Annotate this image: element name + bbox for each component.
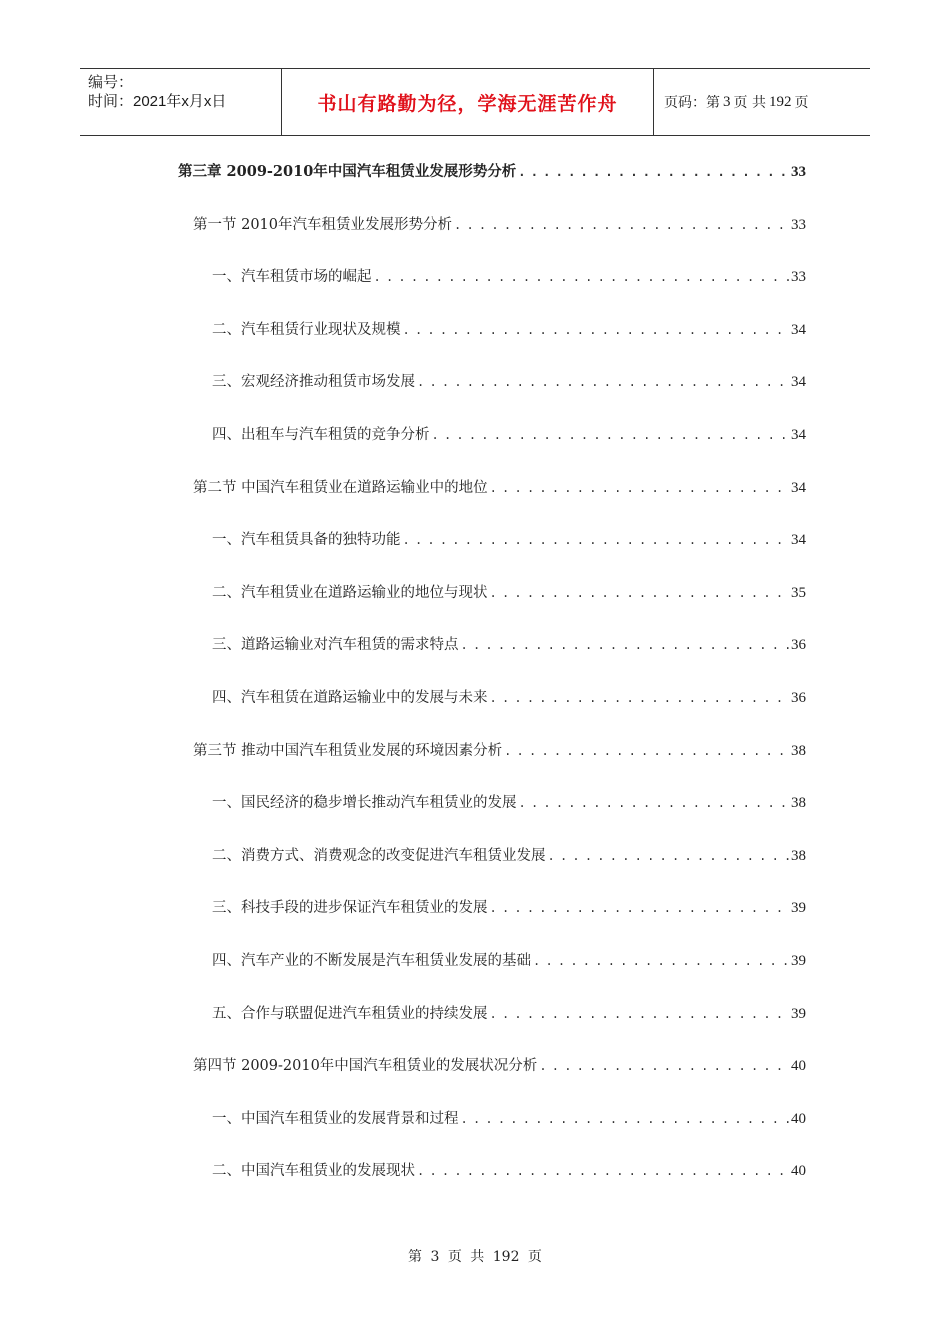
- toc-entry-title: 三、道路运输业对汽车租赁的需求特点: [212, 637, 459, 654]
- document-number-label: 编号：: [88, 74, 134, 91]
- toc-dot-leader: [374, 267, 790, 287]
- toc-dot-leader: [403, 530, 790, 550]
- toc-entry-page-number: 34: [791, 374, 806, 391]
- toc-entry-item[interactable]: [212, 793, 806, 813]
- toc-dot-leader: [490, 1004, 790, 1024]
- toc-entry-chapter[interactable]: [178, 162, 806, 182]
- toc-entry-title: 一、中国汽车租赁业的发展背景和过程: [212, 1110, 459, 1127]
- page-header: [80, 68, 870, 136]
- toc-entry-page-number: 34: [791, 427, 806, 443]
- toc-entry-page-number: 40: [791, 1163, 806, 1180]
- toc-dot-leader: [490, 688, 790, 708]
- toc-entry-page-number: 40: [791, 1058, 806, 1075]
- document-date: 时间：2021年x月x日: [88, 93, 227, 110]
- header-motto: 书山有路勤为径，学海无涯苦作舟: [282, 69, 654, 135]
- toc-dot-leader: [518, 162, 789, 182]
- toc-entry-title: 一、国民经济的稳步增长推动汽车租赁业的发展: [212, 795, 517, 812]
- toc-entry-section[interactable]: [193, 741, 806, 761]
- toc-entry-title: 第二节 中国汽车租赁业在道路运输业中的地位: [193, 479, 488, 496]
- toc-entry-section[interactable]: [193, 215, 806, 235]
- toc-entry-title: 三、科技手段的进步保证汽车租赁业的发展: [212, 900, 488, 917]
- toc-entry-page-number: 39: [791, 900, 806, 917]
- toc-entry-page-number: 34: [791, 532, 806, 549]
- toc-entry-item[interactable]: [212, 1161, 806, 1181]
- toc-dot-leader: [504, 741, 789, 761]
- page-prefix: 页码：第: [664, 95, 720, 111]
- header-page-info: [654, 69, 870, 135]
- toc-entry-title: 第三节 推动中国汽车租赁业发展的环境因素分析: [193, 742, 503, 759]
- toc-entry-item[interactable]: [212, 688, 806, 708]
- toc-entry-page-number: 40: [791, 1110, 806, 1127]
- toc-entry-page-number: 33: [791, 164, 806, 180]
- toc-entry-page-number: 36: [791, 637, 806, 654]
- toc-entry-page-number: 39: [791, 953, 806, 969]
- page-mid: 页 共: [733, 95, 766, 111]
- toc-entry-title: 四、汽车租赁在道路运输业中的发展与未来: [212, 690, 488, 706]
- toc-entry-page-number: 39: [791, 1005, 806, 1022]
- toc-entry-section[interactable]: [193, 1056, 806, 1076]
- toc-dot-leader: [461, 635, 790, 655]
- toc-dot-leader: [548, 846, 790, 866]
- toc-entry-title: 二、消费方式、消费观念的改变促进汽车租赁业发展: [212, 847, 546, 864]
- toc-dot-leader: [490, 478, 789, 498]
- toc-entry-title: 四、汽车产业的不断发展是汽车租赁业发展的基础: [212, 953, 531, 969]
- header-meta: [80, 69, 282, 135]
- toc-entry-title: 第一节 2010年汽车租赁业发展形势分析: [193, 216, 453, 233]
- toc-dot-leader: [533, 951, 789, 971]
- toc-entry-title: 二、中国汽车租赁业的发展现状: [212, 1163, 415, 1180]
- page-current: 3: [723, 93, 731, 110]
- toc-dot-leader: [454, 215, 789, 235]
- toc-entry-item[interactable]: [212, 846, 806, 866]
- toc-dot-leader: [490, 583, 790, 603]
- toc-entry-title: 第三章 2009-2010年中国汽车租赁业发展形势分析: [178, 163, 517, 180]
- toc-entry-item[interactable]: [212, 635, 806, 655]
- toc-entry-page-number: 36: [791, 690, 806, 706]
- toc-entry-title: 五、合作与联盟促进汽车租赁业的持续发展: [212, 1005, 488, 1022]
- toc-entry-item[interactable]: [212, 530, 806, 550]
- page-suffix: 页: [794, 95, 809, 111]
- toc-entry-page-number: 34: [791, 479, 806, 496]
- toc-entry-page-number: 33: [791, 269, 806, 286]
- toc-entry-page-number: 35: [791, 584, 806, 601]
- toc-dot-leader: [539, 1056, 789, 1076]
- toc-entry-section[interactable]: [193, 478, 806, 498]
- toc-entry-item[interactable]: [212, 372, 806, 392]
- toc-dot-leader: [432, 425, 790, 445]
- toc-entry-item[interactable]: [212, 320, 806, 340]
- toc-entry-title: 四、出租车与汽车租赁的竞争分析: [212, 427, 430, 443]
- toc-entry-item[interactable]: [212, 1109, 806, 1129]
- toc-dot-leader: [403, 320, 790, 340]
- toc-entry-page-number: 38: [791, 847, 806, 864]
- toc-entry-item[interactable]: [212, 898, 806, 918]
- page-footer: 第 3 页 共 192 页: [408, 1249, 542, 1265]
- page-total: 192: [768, 93, 792, 110]
- toc-entry-title: 三、宏观经济推动租赁市场发展: [212, 374, 415, 391]
- toc-entry-title: 一、汽车租赁市场的崛起: [212, 269, 372, 286]
- toc-entry-page-number: 33: [791, 216, 806, 233]
- toc-entry-item[interactable]: [212, 1004, 806, 1024]
- toc-entry-item[interactable]: [212, 267, 806, 287]
- toc-dot-leader: [519, 793, 790, 813]
- toc-dot-leader: [417, 372, 789, 392]
- toc-entry-item[interactable]: [212, 583, 806, 603]
- toc-entry-item[interactable]: [212, 951, 806, 971]
- toc-entry-title: 二、汽车租赁业在道路运输业的地位与现状: [212, 584, 488, 601]
- toc-dot-leader: [490, 898, 790, 918]
- toc-entry-title: 一、汽车租赁具备的独特功能: [212, 532, 401, 549]
- toc-entry-item[interactable]: [212, 425, 806, 445]
- toc-entry-page-number: 38: [791, 795, 806, 812]
- toc-entry-page-number: 38: [791, 742, 806, 759]
- toc-entry-title: 二、汽车租赁行业现状及规模: [212, 321, 401, 338]
- toc-entry-page-number: 34: [791, 321, 806, 338]
- toc-entry-title: 第四节 2009-2010年中国汽车租赁业的发展状况分析: [193, 1058, 538, 1075]
- toc-dot-leader: [417, 1161, 789, 1181]
- toc-dot-leader: [461, 1109, 790, 1129]
